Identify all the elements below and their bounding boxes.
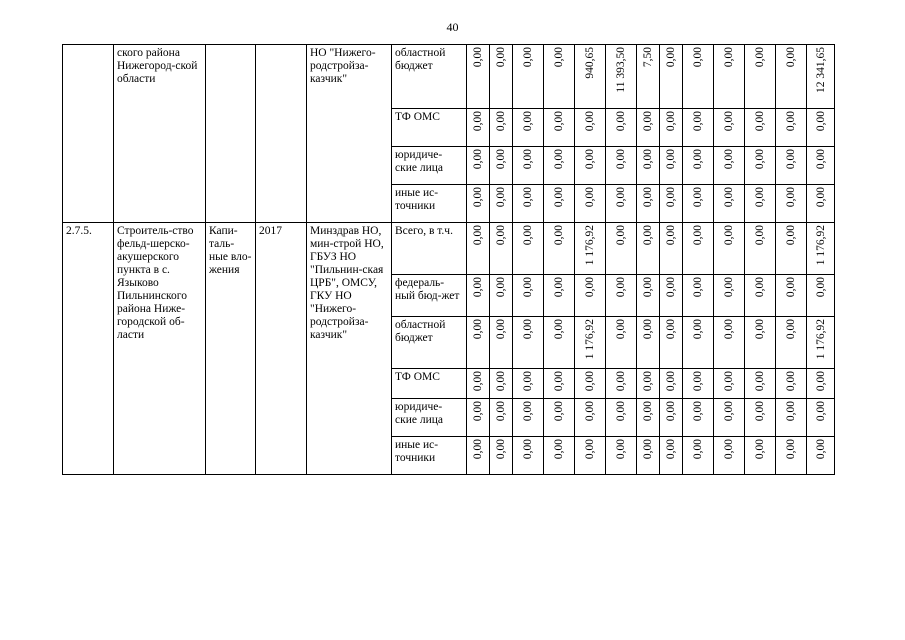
value-cell <box>745 147 776 185</box>
value-cell <box>606 275 637 317</box>
value-cell <box>807 109 835 147</box>
value-cell <box>513 45 544 109</box>
value-cell <box>513 317 544 369</box>
value-cell <box>513 437 544 475</box>
value-text: 0,00 <box>814 111 827 132</box>
value-cell <box>714 399 745 437</box>
value-text: 11 393,50 <box>615 47 627 93</box>
value-cell <box>544 45 575 109</box>
value-cell <box>490 45 513 109</box>
value-text: 0,00 <box>665 401 677 422</box>
value-text: 0,00 <box>615 277 627 298</box>
value-cell <box>467 109 490 147</box>
value-cell <box>575 147 606 185</box>
value-text: 0,00 <box>692 225 704 246</box>
value-text: 0,00 <box>754 111 766 132</box>
value-text: 0,00 <box>495 439 507 460</box>
value-text: 0,00 <box>553 187 565 208</box>
value-text: 0,00 <box>754 319 766 340</box>
value-text: 0,00 <box>495 371 507 392</box>
page-number: 40 <box>446 20 459 34</box>
value-text: 0,00 <box>472 439 484 460</box>
value-cell <box>807 437 835 475</box>
value-cell <box>745 437 776 475</box>
value-cell <box>807 147 835 185</box>
value-text: 0,00 <box>754 371 766 392</box>
value-text: 0,00 <box>615 401 627 422</box>
value-text: 0,00 <box>642 225 654 246</box>
value-text: 1 176,92 <box>814 225 827 266</box>
value-cell <box>683 223 714 275</box>
value-cell <box>714 109 745 147</box>
value-text: 0,00 <box>814 439 827 460</box>
value-cell <box>490 317 513 369</box>
value-cell <box>513 369 544 399</box>
value-text: 0,00 <box>642 439 654 460</box>
value-cell <box>575 109 606 147</box>
value-cell <box>544 185 575 223</box>
value-text: 0,00 <box>754 439 766 460</box>
value-text: 0,00 <box>495 319 507 340</box>
value-cell <box>683 185 714 223</box>
value-text: 0,00 <box>472 47 484 68</box>
value-cell <box>490 147 513 185</box>
value-text: 0,00 <box>814 187 827 208</box>
value-cell <box>683 275 714 317</box>
value-cell <box>807 185 835 223</box>
value-cell <box>745 185 776 223</box>
value-text: 0,00 <box>615 371 627 392</box>
value-text: 0,00 <box>665 187 677 208</box>
value-cell <box>660 437 683 475</box>
value-text: 0,00 <box>553 319 565 340</box>
value-cell <box>660 317 683 369</box>
value-text: 0,00 <box>522 111 534 132</box>
value-text: 0,00 <box>785 225 797 246</box>
value-text: 0,00 <box>495 225 507 246</box>
value-cell <box>660 45 683 109</box>
funding-source-cell: ТФ ОМС <box>392 109 467 147</box>
value-cell <box>467 437 490 475</box>
value-cell <box>745 45 776 109</box>
value-text: 12 341,65 <box>814 47 827 93</box>
funding-source-cell: юридиче-ские лица <box>392 147 467 185</box>
value-text: 0,00 <box>692 401 704 422</box>
value-text: 0,00 <box>754 47 766 68</box>
value-cell <box>544 223 575 275</box>
value-cell <box>544 437 575 475</box>
value-text: 0,00 <box>692 47 704 68</box>
value-text: 0,00 <box>553 111 565 132</box>
value-cell <box>660 223 683 275</box>
executor-cell: Минздрав НО, мин-строй НО, ГБУЗ НО "Пильнин-ская ЦРБ", ОМСУ, ГКУ НО "Нижего-родстройза-казчик" <box>307 223 392 475</box>
value-cell <box>490 275 513 317</box>
value-text: 0,00 <box>754 401 766 422</box>
value-cell <box>490 223 513 275</box>
value-text: 0,00 <box>692 319 704 340</box>
value-cell <box>606 223 637 275</box>
year-cell: 2017 <box>256 223 307 475</box>
year-cell <box>256 45 307 223</box>
value-cell <box>513 275 544 317</box>
value-text: 0,00 <box>522 401 534 422</box>
type-cell <box>206 45 256 223</box>
value-cell <box>606 45 637 109</box>
value-cell <box>490 185 513 223</box>
value-cell <box>467 275 490 317</box>
value-cell <box>807 275 835 317</box>
value-cell <box>637 185 660 223</box>
value-cell <box>606 109 637 147</box>
value-text: 0,00 <box>692 111 704 132</box>
value-text: 0,00 <box>723 319 735 340</box>
value-text: 0,00 <box>584 111 596 132</box>
value-text: 0,00 <box>553 371 565 392</box>
value-text: 0,00 <box>692 371 704 392</box>
value-text: 0,00 <box>553 401 565 422</box>
value-text: 0,00 <box>814 149 827 170</box>
value-cell <box>683 437 714 475</box>
value-text: 0,00 <box>615 225 627 246</box>
value-cell <box>807 399 835 437</box>
value-text: 0,00 <box>723 439 735 460</box>
funding-source-cell: юридиче-ские лица <box>392 399 467 437</box>
value-cell <box>714 147 745 185</box>
value-text: 0,00 <box>785 401 797 422</box>
value-text: 0,00 <box>665 439 677 460</box>
value-cell <box>683 147 714 185</box>
value-text: 0,00 <box>495 149 507 170</box>
funding-source-cell: иные ис-точники <box>392 185 467 223</box>
value-cell <box>575 275 606 317</box>
value-cell <box>714 275 745 317</box>
value-text: 1 176,92 <box>814 319 827 360</box>
value-cell <box>714 185 745 223</box>
value-text: 0,00 <box>522 371 534 392</box>
value-text: 0,00 <box>472 371 484 392</box>
value-cell <box>745 109 776 147</box>
budget-table <box>62 44 835 475</box>
value-cell <box>544 275 575 317</box>
value-text: 0,00 <box>665 319 677 340</box>
value-text: 0,00 <box>785 371 797 392</box>
value-text: 0,00 <box>522 187 534 208</box>
value-text: 0,00 <box>814 371 827 392</box>
value-cell <box>660 147 683 185</box>
value-text: 0,00 <box>642 319 654 340</box>
value-text: 0,00 <box>814 277 827 298</box>
value-text: 0,00 <box>472 401 484 422</box>
value-text: 0,00 <box>642 187 654 208</box>
value-cell <box>660 369 683 399</box>
value-cell <box>683 369 714 399</box>
value-text: 0,00 <box>615 439 627 460</box>
value-text: 0,00 <box>522 319 534 340</box>
value-cell <box>637 317 660 369</box>
value-cell <box>513 185 544 223</box>
value-text: 0,00 <box>522 47 534 68</box>
value-cell <box>660 185 683 223</box>
value-cell <box>745 399 776 437</box>
value-text: 0,00 <box>472 187 484 208</box>
value-cell <box>575 45 606 109</box>
value-cell <box>575 399 606 437</box>
value-text: 0,00 <box>723 277 735 298</box>
value-cell <box>513 109 544 147</box>
value-text: 0,00 <box>692 149 704 170</box>
value-cell <box>776 45 807 109</box>
value-cell <box>637 45 660 109</box>
value-cell <box>544 369 575 399</box>
value-text: 7,50 <box>642 47 654 68</box>
value-cell <box>606 399 637 437</box>
value-text: 0,00 <box>584 401 596 422</box>
value-text: 0,00 <box>723 225 735 246</box>
value-cell <box>776 109 807 147</box>
value-text: 0,00 <box>723 187 735 208</box>
value-cell <box>637 275 660 317</box>
value-cell <box>544 109 575 147</box>
value-text: 0,00 <box>785 47 797 68</box>
value-text: 0,00 <box>584 439 596 460</box>
value-text: 0,00 <box>665 47 677 68</box>
value-cell <box>490 109 513 147</box>
value-cell <box>606 185 637 223</box>
object-name-cell: ского района Нижегород-ской области <box>114 45 206 223</box>
value-cell <box>490 369 513 399</box>
value-cell <box>467 147 490 185</box>
value-text: 0,00 <box>615 319 627 340</box>
executor-cell: НО "Нижего-родстройза-казчик" <box>307 45 392 223</box>
value-cell <box>660 399 683 437</box>
value-text: 0,00 <box>553 439 565 460</box>
value-text: 0,00 <box>522 277 534 298</box>
value-cell <box>683 45 714 109</box>
value-cell <box>807 45 835 109</box>
value-cell <box>776 185 807 223</box>
value-cell <box>606 147 637 185</box>
value-text: 0,00 <box>723 149 735 170</box>
value-cell <box>575 317 606 369</box>
value-text: 0,00 <box>584 277 596 298</box>
funding-source-cell: федераль-ный бюд-жет <box>392 275 467 317</box>
value-text: 0,00 <box>615 149 627 170</box>
value-text: 0,00 <box>642 149 654 170</box>
value-text: 0,00 <box>754 225 766 246</box>
value-text: 0,00 <box>723 111 735 132</box>
value-text: 0,00 <box>665 225 677 246</box>
value-cell <box>683 317 714 369</box>
value-text: 0,00 <box>472 149 484 170</box>
value-text: 0,00 <box>692 277 704 298</box>
value-text: 0,00 <box>615 187 627 208</box>
value-cell <box>776 399 807 437</box>
value-cell <box>683 109 714 147</box>
value-text: 0,00 <box>665 277 677 298</box>
value-text: 0,00 <box>754 149 766 170</box>
value-cell <box>807 369 835 399</box>
value-cell <box>776 437 807 475</box>
value-text: 0,00 <box>522 439 534 460</box>
value-cell <box>714 437 745 475</box>
value-cell <box>776 223 807 275</box>
value-text: 0,00 <box>723 401 735 422</box>
value-cell <box>660 109 683 147</box>
value-cell <box>467 317 490 369</box>
value-cell <box>575 223 606 275</box>
value-cell <box>637 437 660 475</box>
value-cell <box>776 147 807 185</box>
value-text: 1 176,92 <box>584 225 596 266</box>
value-cell <box>714 317 745 369</box>
value-cell <box>467 45 490 109</box>
funding-source-cell: областной бюджет <box>392 317 467 369</box>
funding-source-cell: иные ис-точники <box>392 437 467 475</box>
value-text: 0,00 <box>785 319 797 340</box>
value-text: 0,00 <box>785 277 797 298</box>
value-cell <box>807 223 835 275</box>
value-text: 940,65 <box>584 47 596 79</box>
value-cell <box>490 399 513 437</box>
value-text: 0,00 <box>692 439 704 460</box>
value-text: 1 176,92 <box>584 319 596 360</box>
value-text: 0,00 <box>522 225 534 246</box>
value-text: 0,00 <box>754 277 766 298</box>
value-cell <box>575 437 606 475</box>
value-cell <box>606 437 637 475</box>
value-cell <box>637 109 660 147</box>
value-text: 0,00 <box>692 187 704 208</box>
value-text: 0,00 <box>553 47 565 68</box>
value-text: 0,00 <box>553 277 565 298</box>
value-text: 0,00 <box>495 47 507 68</box>
value-text: 0,00 <box>665 371 677 392</box>
value-text: 0,00 <box>642 371 654 392</box>
value-text: 0,00 <box>785 111 797 132</box>
value-text: 0,00 <box>522 149 534 170</box>
value-cell <box>776 317 807 369</box>
value-text: 0,00 <box>754 187 766 208</box>
value-cell <box>467 399 490 437</box>
value-text: 0,00 <box>814 401 827 422</box>
value-cell <box>745 275 776 317</box>
value-text: 0,00 <box>785 187 797 208</box>
value-text: 0,00 <box>642 277 654 298</box>
value-text: 0,00 <box>723 371 735 392</box>
value-cell <box>606 317 637 369</box>
value-text: 0,00 <box>472 111 484 132</box>
value-cell <box>544 147 575 185</box>
object-name-cell: Строитель-ство фельд-шерско-акушерского пункта в с. Языково Пильнинского района Ниже-городской об-ласти <box>114 223 206 475</box>
value-text: 0,00 <box>472 225 484 246</box>
value-text: 0,00 <box>642 401 654 422</box>
value-cell <box>776 369 807 399</box>
value-cell <box>637 399 660 437</box>
number-cell <box>63 45 114 223</box>
value-text: 0,00 <box>495 401 507 422</box>
value-cell <box>575 369 606 399</box>
funding-source-cell: Всего, в т.ч. <box>392 223 467 275</box>
value-cell <box>637 223 660 275</box>
type-cell: Капи-таль-ные вло-жения <box>206 223 256 475</box>
value-text: 0,00 <box>553 149 565 170</box>
value-cell <box>513 399 544 437</box>
value-text: 0,00 <box>553 225 565 246</box>
value-cell <box>745 223 776 275</box>
value-cell <box>714 369 745 399</box>
value-cell <box>467 185 490 223</box>
value-text: 0,00 <box>472 277 484 298</box>
value-cell <box>513 223 544 275</box>
table-row <box>63 223 835 275</box>
value-cell <box>575 185 606 223</box>
value-text: 0,00 <box>495 111 507 132</box>
value-cell <box>745 317 776 369</box>
value-cell <box>807 317 835 369</box>
value-cell <box>606 369 637 399</box>
value-cell <box>683 399 714 437</box>
value-cell <box>467 369 490 399</box>
value-cell <box>714 45 745 109</box>
value-cell <box>745 369 776 399</box>
value-text: 0,00 <box>472 319 484 340</box>
value-text: 0,00 <box>665 111 677 132</box>
value-cell <box>776 275 807 317</box>
value-text: 0,00 <box>723 47 735 68</box>
value-text: 0,00 <box>495 277 507 298</box>
value-cell <box>544 317 575 369</box>
value-cell <box>714 223 745 275</box>
value-cell <box>490 437 513 475</box>
value-text: 0,00 <box>584 149 596 170</box>
value-text: 0,00 <box>584 371 596 392</box>
funding-source-cell: областной бюджет <box>392 45 467 109</box>
value-text: 0,00 <box>785 439 797 460</box>
value-text: 0,00 <box>785 149 797 170</box>
value-cell <box>513 147 544 185</box>
value-text: 0,00 <box>584 187 596 208</box>
value-text: 0,00 <box>615 111 627 132</box>
value-cell <box>544 399 575 437</box>
table-row <box>63 45 835 109</box>
number-cell: 2.7.5. <box>63 223 114 475</box>
value-text: 0,00 <box>642 111 654 132</box>
funding-source-cell: ТФ ОМС <box>392 369 467 399</box>
value-cell <box>637 369 660 399</box>
value-cell <box>660 275 683 317</box>
value-cell <box>467 223 490 275</box>
value-cell <box>637 147 660 185</box>
value-text: 0,00 <box>495 187 507 208</box>
value-text: 0,00 <box>665 149 677 170</box>
